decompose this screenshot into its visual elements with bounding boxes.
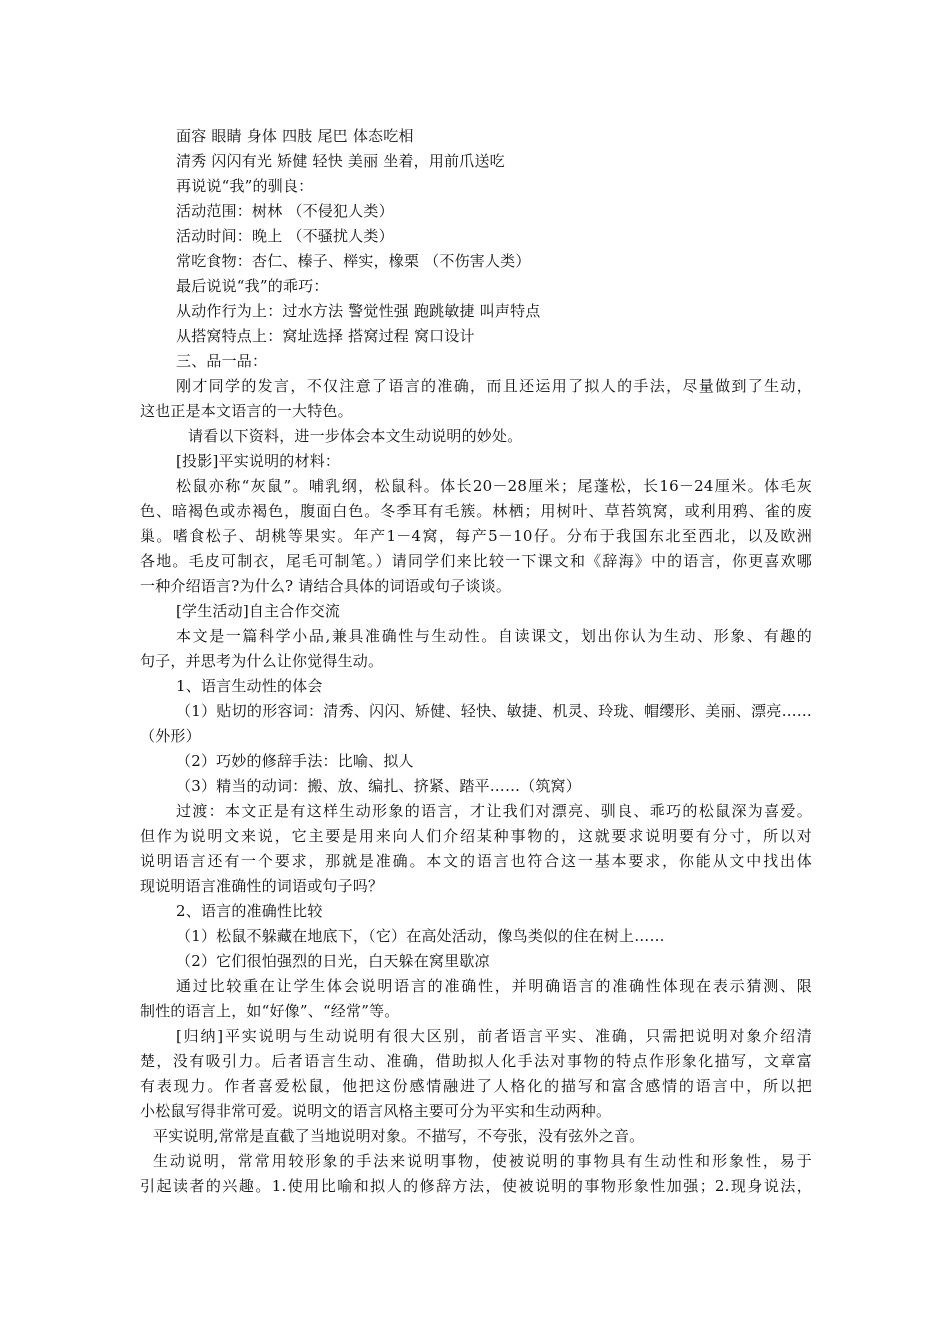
text-line: 引起读者的兴趣。1.使用比喻和拟人的修辞方法，使被说明的事物形象性加强；2.现身说法， [140, 1177, 812, 1195]
section-heading: 三、品一品： [176, 352, 268, 370]
text-line: （外形） [140, 727, 201, 745]
text-line: 再说说“我”的驯良： [176, 177, 314, 195]
text-line: （1）松鼠不躲藏在地底下，（它）在高处活动，像鸟类似的住在树上…… [176, 927, 665, 945]
text-line: 这也正是本文语言的一大特色。 [140, 402, 353, 420]
text-line: 制性的语言上，如“好像”、“经常”等。 [140, 1002, 400, 1020]
text-line: [归纳]平实说明与生动说明有很大区别，前者语言平实、准确，只需把说明对象介绍清 [176, 1027, 812, 1045]
text-line: 色、暗褐色或赤褐色，腹面白色。冬季耳有毛簇。林栖；用树叶、草苔筑窝，或利用鸦、雀的废 [140, 502, 812, 520]
text-line: 松鼠亦称“灰鼠”。哺乳纲，松鼠科。体长20－28厘米；尾蓬松，长16－24厘米。体毛灰 [176, 477, 812, 495]
text-line: 活动时间：晚上 （不骚扰人类） [176, 227, 394, 245]
text-line: （3）精当的动词：搬、放、编扎、挤紧、踏平……（筑窝） [176, 777, 581, 795]
text-line: 通过比较重在让学生体会说明语言的准确性，并明确语言的准确性体现在表示猜测、限 [176, 977, 812, 995]
text-line: 但作为说明文来说，它主要是用来向人们介绍某种事物的，这就要求说明要有分寸，所以对 [140, 827, 812, 845]
text-line: 现说明语言准确性的词语或句子吗？ [140, 877, 384, 895]
subsection-heading: 2、语言的准确性比较 [176, 902, 323, 920]
text-line: 一种介绍语言?为什么? 请结合具体的词语或句子谈谈。 [140, 577, 512, 595]
text-line: 有表现力。作者喜爱松鼠，他把这份感情融进了人格化的描写和富含感情的语言中，所以把 [140, 1077, 812, 1095]
text-line: （2）巧妙的修辞手法：比喻、拟人 [176, 752, 414, 770]
text-line: 生动说明，常常用较形象的手法来说明事物，使被说明的事物具有生动性和形象性，易于 [153, 1152, 812, 1170]
text-line: 从动作行为上：过水方法 警觉性强 跑跳敏捷 叫声特点 [176, 302, 541, 320]
text-line: 小松鼠写得非常可爱。说明文的语言风格主要可分为平实和生动两种。 [140, 1102, 612, 1120]
text-line: （2）它们很怕强烈的日光，白天躲在窝里歇凉 [176, 952, 490, 970]
text-line: 刚才同学的发言，不仅注意了语言的准确，而且还运用了拟人的手法，尽量做到了生动， [176, 377, 812, 395]
text-line: 从搭窝特点上：窝址选择 搭窝过程 窝口设计 [176, 327, 475, 345]
text-line: 本文是一篇科学小品,兼具准确性与生动性。自读课文，划出你认为生动、形象、有趣的 [176, 627, 812, 645]
text-line: 常吃食物：杏仁、榛子、榉实，橡栗 （不伤害人类） [176, 252, 531, 270]
text-line: 请看以下资料，进一步体会本文生动说明的妙处。 [188, 427, 523, 445]
text-line: 句子，并思考为什么让你觉得生动。 [140, 652, 384, 670]
text-line: 巢。嗜食松子、胡桃等果实。年产1－4窝，每产5－10仔。分布于我国东北至西北，以及欧洲 [140, 527, 812, 545]
subsection-heading: 1、语言生动性的体会 [176, 677, 323, 695]
text-line: 平实说明,常常是直截了当地说明对象。不描写，不夸张，没有弦外之音。 [153, 1127, 645, 1145]
text-line: 过渡：本文正是有这样生动形象的语言，才让我们对漂亮、驯良、乖巧的松鼠深为喜爱。 [176, 802, 812, 820]
text-line: [投影]平实说明的材料： [176, 452, 341, 470]
text-line: 最后说说“我”的乖巧： [176, 277, 329, 295]
text-line: 活动范围：树林 （不侵犯人类） [176, 202, 394, 220]
text-line: 说明语言还有一个要求，那就是准确。本文的语言也符合这一基本要求，你能从文中找出体 [140, 852, 812, 870]
text-line: [学生活动]自主合作交流 [176, 602, 341, 620]
text-line: 面容 眼睛 身体 四肢 尾巴 体态吃相 [176, 127, 414, 145]
text-line: 各地。毛皮可制衣，尾毛可制笔。）请同学们来比较一下课文和《辞海》中的语言，你更喜欢哪 [140, 552, 812, 570]
text-line: 清秀 闪闪有光 矫健 轻快 美丽 坐着，用前爪送吃 [176, 152, 505, 170]
text-line: （1）贴切的形容词：清秀、闪闪、矫健、轻快、敏捷、机灵、玲珑、帽缨形、美丽、漂亮…… [176, 702, 812, 720]
text-line: 楚，没有吸引力。后者语言生动、准确，借助拟人化手法对事物的特点作形象化描写，文章富 [140, 1052, 812, 1070]
